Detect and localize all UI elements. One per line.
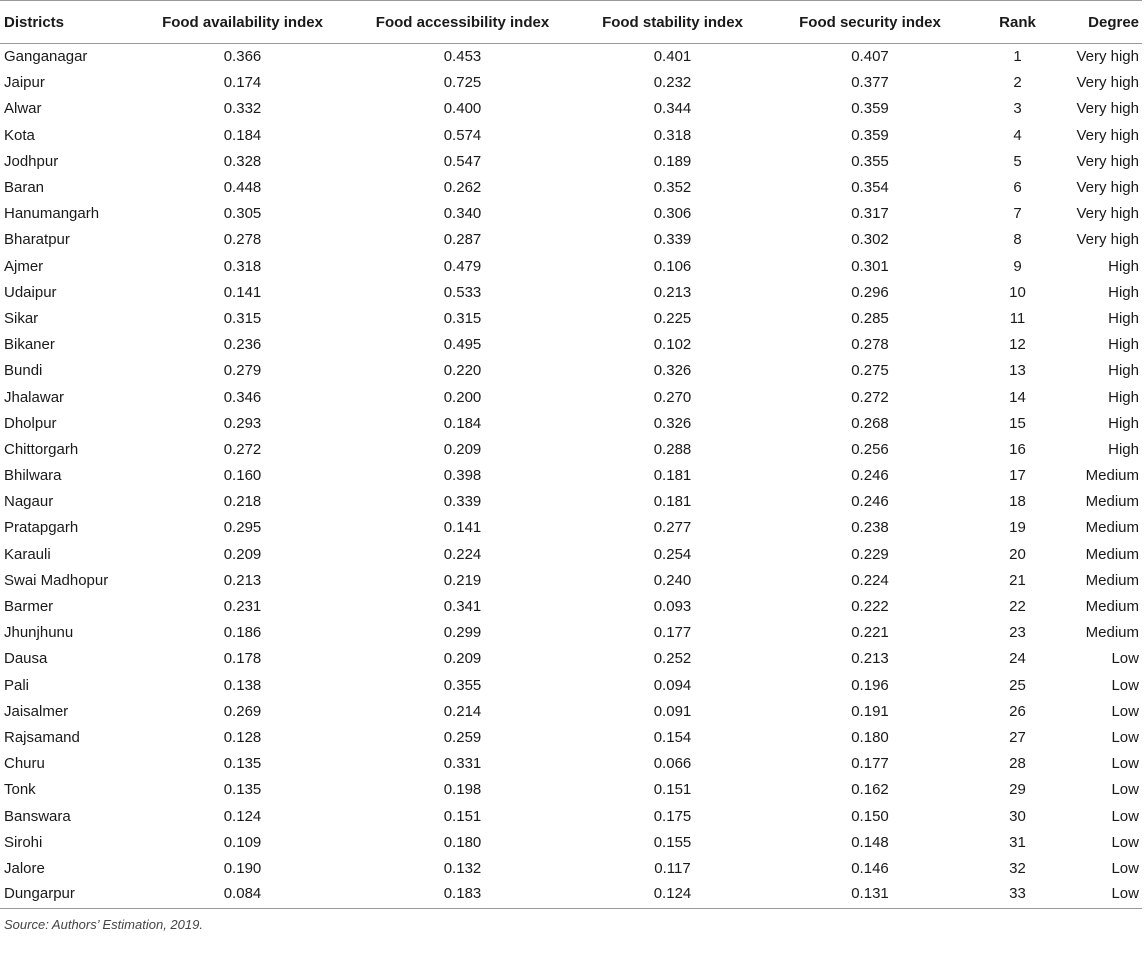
cell-food-stability-index: 0.124 xyxy=(653,885,692,903)
table-row xyxy=(0,463,1142,489)
cell-food-security-index: 0.238 xyxy=(851,519,889,537)
table-row xyxy=(0,855,1142,881)
cell-food-security-index: 0.359 xyxy=(851,100,889,118)
cell-food-stability-index: 0.401 xyxy=(653,48,692,66)
cell-degree: High xyxy=(1108,309,1139,327)
cell-food-security-index: 0.177 xyxy=(851,755,889,773)
cell-food-stability-index: 0.213 xyxy=(653,283,692,301)
cell-food-availability-index: 0.141 xyxy=(223,283,262,301)
cell-food-security-index: 0.377 xyxy=(851,74,889,92)
cell-food-security-index: 0.131 xyxy=(851,885,889,903)
cell-food-security-index: 0.272 xyxy=(851,388,889,406)
cell-degree: High xyxy=(1108,414,1139,432)
cell-food-stability-index: 0.181 xyxy=(653,493,692,511)
cell-degree: Low xyxy=(1111,650,1139,668)
table-row xyxy=(0,253,1142,279)
cell-food-security-index: 0.296 xyxy=(851,283,889,301)
cell-food-accessibility-index: 0.547 xyxy=(443,152,482,170)
table-row xyxy=(0,44,1142,70)
cell-degree: Very high xyxy=(1076,231,1139,249)
cell-food-security-index: 0.246 xyxy=(851,467,889,485)
cell-degree: Low xyxy=(1111,807,1139,825)
cell-food-accessibility-index: 0.262 xyxy=(443,179,482,197)
cell-food-accessibility-index: 0.200 xyxy=(443,388,482,406)
cell-food-accessibility-index: 0.725 xyxy=(443,74,482,92)
table-row xyxy=(0,122,1142,148)
cell-districts: Ganganagar xyxy=(4,48,88,66)
cell-degree: Low xyxy=(1111,702,1139,720)
cell-food-availability-index: 0.124 xyxy=(223,807,262,825)
cell-degree: Low xyxy=(1111,781,1139,799)
cell-districts: Bundi xyxy=(4,362,43,380)
cell-districts: Bharatpur xyxy=(4,231,70,249)
cell-food-availability-index: 0.272 xyxy=(223,440,262,458)
cell-rank: 16 xyxy=(1009,440,1026,458)
cell-degree: Very high xyxy=(1076,152,1139,170)
cell-food-availability-index: 0.135 xyxy=(223,781,262,799)
cell-food-accessibility-index: 0.453 xyxy=(443,48,482,66)
cell-districts: Pratapgarh xyxy=(4,519,79,537)
cell-food-stability-index: 0.232 xyxy=(653,74,692,92)
cell-food-availability-index: 0.135 xyxy=(223,755,262,773)
cell-food-availability-index: 0.315 xyxy=(223,309,262,327)
cell-food-accessibility-index: 0.219 xyxy=(443,571,482,589)
cell-degree: Low xyxy=(1111,859,1139,877)
cell-degree: Very high xyxy=(1076,74,1139,92)
cell-food-availability-index: 0.346 xyxy=(223,388,262,406)
cell-food-availability-index: 0.160 xyxy=(223,467,262,485)
cell-food-stability-index: 0.277 xyxy=(653,519,692,537)
cell-districts: Chittorgarh xyxy=(4,440,79,458)
cell-food-accessibility-index: 0.180 xyxy=(443,833,482,851)
table-row xyxy=(0,593,1142,619)
cell-food-security-index: 0.359 xyxy=(851,126,889,144)
cell-food-stability-index: 0.344 xyxy=(653,100,692,118)
cell-food-availability-index: 0.231 xyxy=(223,598,262,616)
cell-degree: Medium xyxy=(1085,598,1139,616)
cell-food-accessibility-index: 0.299 xyxy=(443,624,482,642)
cell-degree: High xyxy=(1108,388,1139,406)
cell-rank: 30 xyxy=(1009,807,1026,825)
cell-food-accessibility-index: 0.355 xyxy=(443,676,482,694)
cell-rank: 10 xyxy=(1009,283,1026,301)
table-row xyxy=(0,70,1142,96)
cell-food-availability-index: 0.305 xyxy=(223,205,262,223)
cell-rank: 29 xyxy=(1009,781,1026,799)
cell-food-accessibility-index: 0.214 xyxy=(443,702,482,720)
cell-food-stability-index: 0.326 xyxy=(653,414,692,432)
cell-food-security-index: 0.256 xyxy=(851,440,889,458)
cell-districts: Sirohi xyxy=(4,833,43,851)
cell-food-accessibility-index: 0.341 xyxy=(443,598,482,616)
header-rank: Rank xyxy=(975,1,1060,44)
header-food-availability-index: Food availability index xyxy=(140,1,345,44)
cell-degree: Very high xyxy=(1076,100,1139,118)
cell-food-availability-index: 0.184 xyxy=(223,126,262,144)
cell-food-stability-index: 0.175 xyxy=(653,807,692,825)
cell-degree: Medium xyxy=(1085,519,1139,537)
cell-food-stability-index: 0.155 xyxy=(653,833,692,851)
header-degree: Degree xyxy=(1060,1,1142,44)
table-row xyxy=(0,436,1142,462)
cell-degree: Low xyxy=(1111,885,1139,903)
cell-food-accessibility-index: 0.315 xyxy=(443,309,482,327)
table-row xyxy=(0,227,1142,253)
cell-food-accessibility-index: 0.224 xyxy=(443,545,482,563)
header-row xyxy=(0,1,1142,44)
cell-food-security-index: 0.221 xyxy=(851,624,889,642)
cell-districts: Dungarpur xyxy=(4,885,75,903)
cell-rank: 6 xyxy=(1013,179,1022,197)
cell-food-security-index: 0.317 xyxy=(851,205,889,223)
table-row xyxy=(0,646,1142,672)
cell-food-security-index: 0.196 xyxy=(851,676,889,694)
cell-food-security-index: 0.246 xyxy=(851,493,889,511)
cell-food-security-index: 0.146 xyxy=(851,859,889,877)
table-row xyxy=(0,96,1142,122)
cell-food-availability-index: 0.084 xyxy=(223,885,262,903)
cell-districts: Jaipur xyxy=(4,74,45,92)
cell-food-accessibility-index: 0.398 xyxy=(443,467,482,485)
cell-districts: Hanumangarh xyxy=(4,205,100,223)
cell-districts: Karauli xyxy=(4,545,51,563)
cell-food-security-index: 0.180 xyxy=(851,728,889,746)
cell-rank: 5 xyxy=(1013,152,1022,170)
cell-food-security-index: 0.229 xyxy=(851,545,889,563)
cell-food-availability-index: 0.186 xyxy=(223,624,262,642)
cell-food-stability-index: 0.093 xyxy=(653,598,692,616)
table-row xyxy=(0,751,1142,777)
table-row xyxy=(0,515,1142,541)
cell-food-stability-index: 0.326 xyxy=(653,362,692,380)
table-row xyxy=(0,148,1142,174)
cell-food-stability-index: 0.091 xyxy=(653,702,692,720)
cell-rank: 9 xyxy=(1013,257,1022,275)
cell-food-stability-index: 0.117 xyxy=(654,859,691,877)
table-row xyxy=(0,672,1142,698)
cell-food-availability-index: 0.278 xyxy=(223,231,262,249)
cell-food-stability-index: 0.225 xyxy=(653,309,692,327)
cell-degree: Low xyxy=(1111,755,1139,773)
cell-degree: Medium xyxy=(1085,493,1139,511)
cell-food-stability-index: 0.352 xyxy=(653,179,692,197)
cell-food-availability-index: 0.279 xyxy=(223,362,262,380)
cell-food-accessibility-index: 0.151 xyxy=(443,807,482,825)
cell-food-availability-index: 0.218 xyxy=(223,493,262,511)
table-row xyxy=(0,201,1142,227)
cell-degree: Very high xyxy=(1076,48,1139,66)
cell-food-security-index: 0.150 xyxy=(851,807,889,825)
cell-districts: Swai Madhopur xyxy=(4,571,109,589)
cell-food-accessibility-index: 0.340 xyxy=(443,205,482,223)
cell-districts: Jhalawar xyxy=(4,388,65,406)
cell-rank: 27 xyxy=(1009,728,1026,746)
cell-food-accessibility-index: 0.132 xyxy=(443,859,482,877)
cell-food-availability-index: 0.138 xyxy=(223,676,262,694)
cell-food-availability-index: 0.269 xyxy=(223,702,262,720)
cell-rank: 33 xyxy=(1009,885,1026,903)
cell-rank: 19 xyxy=(1009,519,1026,537)
cell-districts: Jalore xyxy=(4,859,45,877)
cell-food-availability-index: 0.209 xyxy=(223,545,262,563)
cell-degree: Low xyxy=(1111,833,1139,851)
cell-rank: 13 xyxy=(1009,362,1026,380)
cell-districts: Baran xyxy=(4,179,45,197)
table-row xyxy=(0,489,1142,515)
cell-degree: Very high xyxy=(1076,126,1139,144)
cell-food-availability-index: 0.332 xyxy=(223,100,262,118)
cell-food-accessibility-index: 0.209 xyxy=(443,650,482,668)
cell-food-security-index: 0.355 xyxy=(851,152,889,170)
table-row xyxy=(0,305,1142,331)
cell-food-availability-index: 0.295 xyxy=(223,519,262,537)
cell-food-security-index: 0.162 xyxy=(851,781,889,799)
cell-food-security-index: 0.407 xyxy=(851,48,889,66)
cell-food-stability-index: 0.270 xyxy=(653,388,692,406)
cell-rank: 22 xyxy=(1009,598,1026,616)
cell-food-accessibility-index: 0.339 xyxy=(443,493,482,511)
cell-food-stability-index: 0.189 xyxy=(653,152,692,170)
table-row xyxy=(0,279,1142,305)
cell-districts: Bhilwara xyxy=(4,467,62,485)
cell-degree: High xyxy=(1108,257,1139,275)
cell-food-security-index: 0.224 xyxy=(851,571,889,589)
cell-districts: Pali xyxy=(4,676,30,694)
cell-food-availability-index: 0.178 xyxy=(223,650,262,668)
cell-food-accessibility-index: 0.574 xyxy=(443,126,482,144)
cell-food-stability-index: 0.177 xyxy=(653,624,692,642)
cell-degree: High xyxy=(1108,283,1139,301)
cell-rank: 1 xyxy=(1013,48,1022,66)
table-row xyxy=(0,803,1142,829)
cell-food-accessibility-index: 0.400 xyxy=(443,100,482,118)
cell-food-accessibility-index: 0.141 xyxy=(443,519,482,537)
cell-food-security-index: 0.302 xyxy=(851,231,889,249)
cell-degree: Low xyxy=(1111,676,1139,694)
cell-rank: 3 xyxy=(1013,100,1022,118)
cell-food-stability-index: 0.318 xyxy=(653,126,692,144)
cell-food-availability-index: 0.190 xyxy=(223,859,262,877)
cell-food-accessibility-index: 0.183 xyxy=(443,885,482,903)
cell-degree: Medium xyxy=(1085,467,1139,485)
cell-rank: 26 xyxy=(1009,702,1026,720)
cell-food-accessibility-index: 0.198 xyxy=(443,781,482,799)
table-row xyxy=(0,384,1142,410)
cell-food-availability-index: 0.318 xyxy=(223,257,262,275)
cell-rank: 14 xyxy=(1009,388,1026,406)
cell-food-security-index: 0.278 xyxy=(851,336,889,354)
cell-food-accessibility-index: 0.331 xyxy=(443,755,482,773)
cell-food-stability-index: 0.288 xyxy=(653,440,692,458)
header-districts: Districts xyxy=(0,1,140,44)
cell-food-availability-index: 0.174 xyxy=(223,74,262,92)
cell-districts: Ajmer xyxy=(4,257,44,275)
cell-districts: Jodhpur xyxy=(4,152,59,170)
cell-food-availability-index: 0.236 xyxy=(223,336,262,354)
cell-districts: Churu xyxy=(4,755,45,773)
cell-rank: 8 xyxy=(1013,231,1022,249)
cell-degree: High xyxy=(1108,336,1139,354)
cell-food-stability-index: 0.102 xyxy=(653,336,692,354)
cell-degree: Medium xyxy=(1085,624,1139,642)
cell-food-security-index: 0.222 xyxy=(851,598,889,616)
cell-degree: High xyxy=(1108,362,1139,380)
cell-degree: Medium xyxy=(1085,545,1139,563)
cell-degree: High xyxy=(1108,440,1139,458)
cell-districts: Jhunjhunu xyxy=(4,624,74,642)
cell-food-security-index: 0.285 xyxy=(851,309,889,327)
table-bottom-rule xyxy=(0,908,1142,909)
cell-food-stability-index: 0.181 xyxy=(653,467,692,485)
cell-districts: Sikar xyxy=(4,309,39,327)
cell-food-availability-index: 0.366 xyxy=(223,48,262,66)
cell-food-security-index: 0.268 xyxy=(851,414,889,432)
cell-rank: 11 xyxy=(1009,309,1026,327)
cell-food-stability-index: 0.339 xyxy=(653,231,692,249)
cell-food-stability-index: 0.066 xyxy=(653,755,692,773)
cell-food-security-index: 0.213 xyxy=(851,650,889,668)
cell-degree: Medium xyxy=(1085,571,1139,589)
cell-districts: Banswara xyxy=(4,807,71,825)
table-row xyxy=(0,724,1142,750)
cell-districts: Udaipur xyxy=(4,283,57,301)
cell-food-stability-index: 0.254 xyxy=(653,545,692,563)
cell-rank: 18 xyxy=(1009,493,1026,511)
cell-food-accessibility-index: 0.184 xyxy=(443,414,482,432)
cell-food-accessibility-index: 0.259 xyxy=(443,728,482,746)
table-row xyxy=(0,882,1142,908)
cell-districts: Rajsamand xyxy=(4,728,80,746)
cell-degree: Very high xyxy=(1076,205,1139,223)
table-header xyxy=(0,1,1142,44)
cell-degree: Very high xyxy=(1076,179,1139,197)
cell-rank: 4 xyxy=(1013,126,1022,144)
cell-food-accessibility-index: 0.287 xyxy=(443,231,482,249)
cell-food-stability-index: 0.252 xyxy=(653,650,692,668)
cell-rank: 12 xyxy=(1009,336,1026,354)
cell-rank: 28 xyxy=(1009,755,1026,773)
cell-food-stability-index: 0.094 xyxy=(653,676,692,694)
cell-food-accessibility-index: 0.220 xyxy=(443,362,482,380)
cell-food-security-index: 0.354 xyxy=(851,179,889,197)
cell-food-availability-index: 0.293 xyxy=(223,414,262,432)
table-row xyxy=(0,567,1142,593)
cell-rank: 7 xyxy=(1013,205,1022,223)
table-row xyxy=(0,541,1142,567)
cell-rank: 24 xyxy=(1009,650,1026,668)
cell-food-stability-index: 0.106 xyxy=(653,257,692,275)
table-body xyxy=(0,44,1142,908)
table-row xyxy=(0,174,1142,200)
cell-food-stability-index: 0.154 xyxy=(653,728,692,746)
header-food-stability-index: Food stability index xyxy=(580,1,765,44)
cell-food-stability-index: 0.240 xyxy=(653,571,692,589)
table-row xyxy=(0,777,1142,803)
cell-districts: Alwar xyxy=(4,100,42,118)
cell-districts: Jaisalmer xyxy=(4,702,69,720)
cell-food-security-index: 0.275 xyxy=(851,362,889,380)
table-row xyxy=(0,358,1142,384)
cell-food-availability-index: 0.213 xyxy=(223,571,262,589)
cell-districts: Dholpur xyxy=(4,414,57,432)
cell-districts: Tonk xyxy=(4,781,36,799)
cell-districts: Kota xyxy=(4,126,35,144)
cell-food-availability-index: 0.448 xyxy=(223,179,262,197)
cell-rank: 17 xyxy=(1009,467,1026,485)
cell-food-security-index: 0.148 xyxy=(851,833,889,851)
cell-food-security-index: 0.191 xyxy=(851,702,889,720)
cell-rank: 25 xyxy=(1009,676,1026,694)
cell-food-accessibility-index: 0.533 xyxy=(443,283,482,301)
table-row xyxy=(0,410,1142,436)
header-food-accessibility-index: Food accessibility index xyxy=(345,1,580,44)
cell-food-accessibility-index: 0.209 xyxy=(443,440,482,458)
cell-rank: 21 xyxy=(1009,571,1026,589)
cell-districts: Nagaur xyxy=(4,493,54,511)
cell-districts: Dausa xyxy=(4,650,48,668)
header-food-security-index: Food security index xyxy=(765,1,975,44)
table-row xyxy=(0,829,1142,855)
cell-rank: 32 xyxy=(1009,859,1026,877)
cell-districts: Bikaner xyxy=(4,336,55,354)
cell-food-accessibility-index: 0.479 xyxy=(443,257,482,275)
cell-food-security-index: 0.301 xyxy=(851,257,889,275)
cell-rank: 15 xyxy=(1009,414,1026,432)
cell-food-stability-index: 0.306 xyxy=(653,205,692,223)
cell-degree: Low xyxy=(1111,728,1139,746)
cell-food-accessibility-index: 0.495 xyxy=(443,336,482,354)
table-source-note: Source: Authors’ Estimation, 2019. xyxy=(4,916,203,932)
table-row xyxy=(0,332,1142,358)
table-row xyxy=(0,620,1142,646)
cell-food-stability-index: 0.151 xyxy=(653,781,692,799)
cell-rank: 23 xyxy=(1009,624,1026,642)
cell-food-availability-index: 0.328 xyxy=(223,152,262,170)
table-row xyxy=(0,698,1142,724)
cell-rank: 20 xyxy=(1009,545,1026,563)
cell-food-availability-index: 0.128 xyxy=(223,728,262,746)
cell-food-availability-index: 0.109 xyxy=(223,833,262,851)
cell-rank: 31 xyxy=(1009,833,1026,851)
cell-rank: 2 xyxy=(1013,74,1022,92)
cell-districts: Barmer xyxy=(4,598,54,616)
